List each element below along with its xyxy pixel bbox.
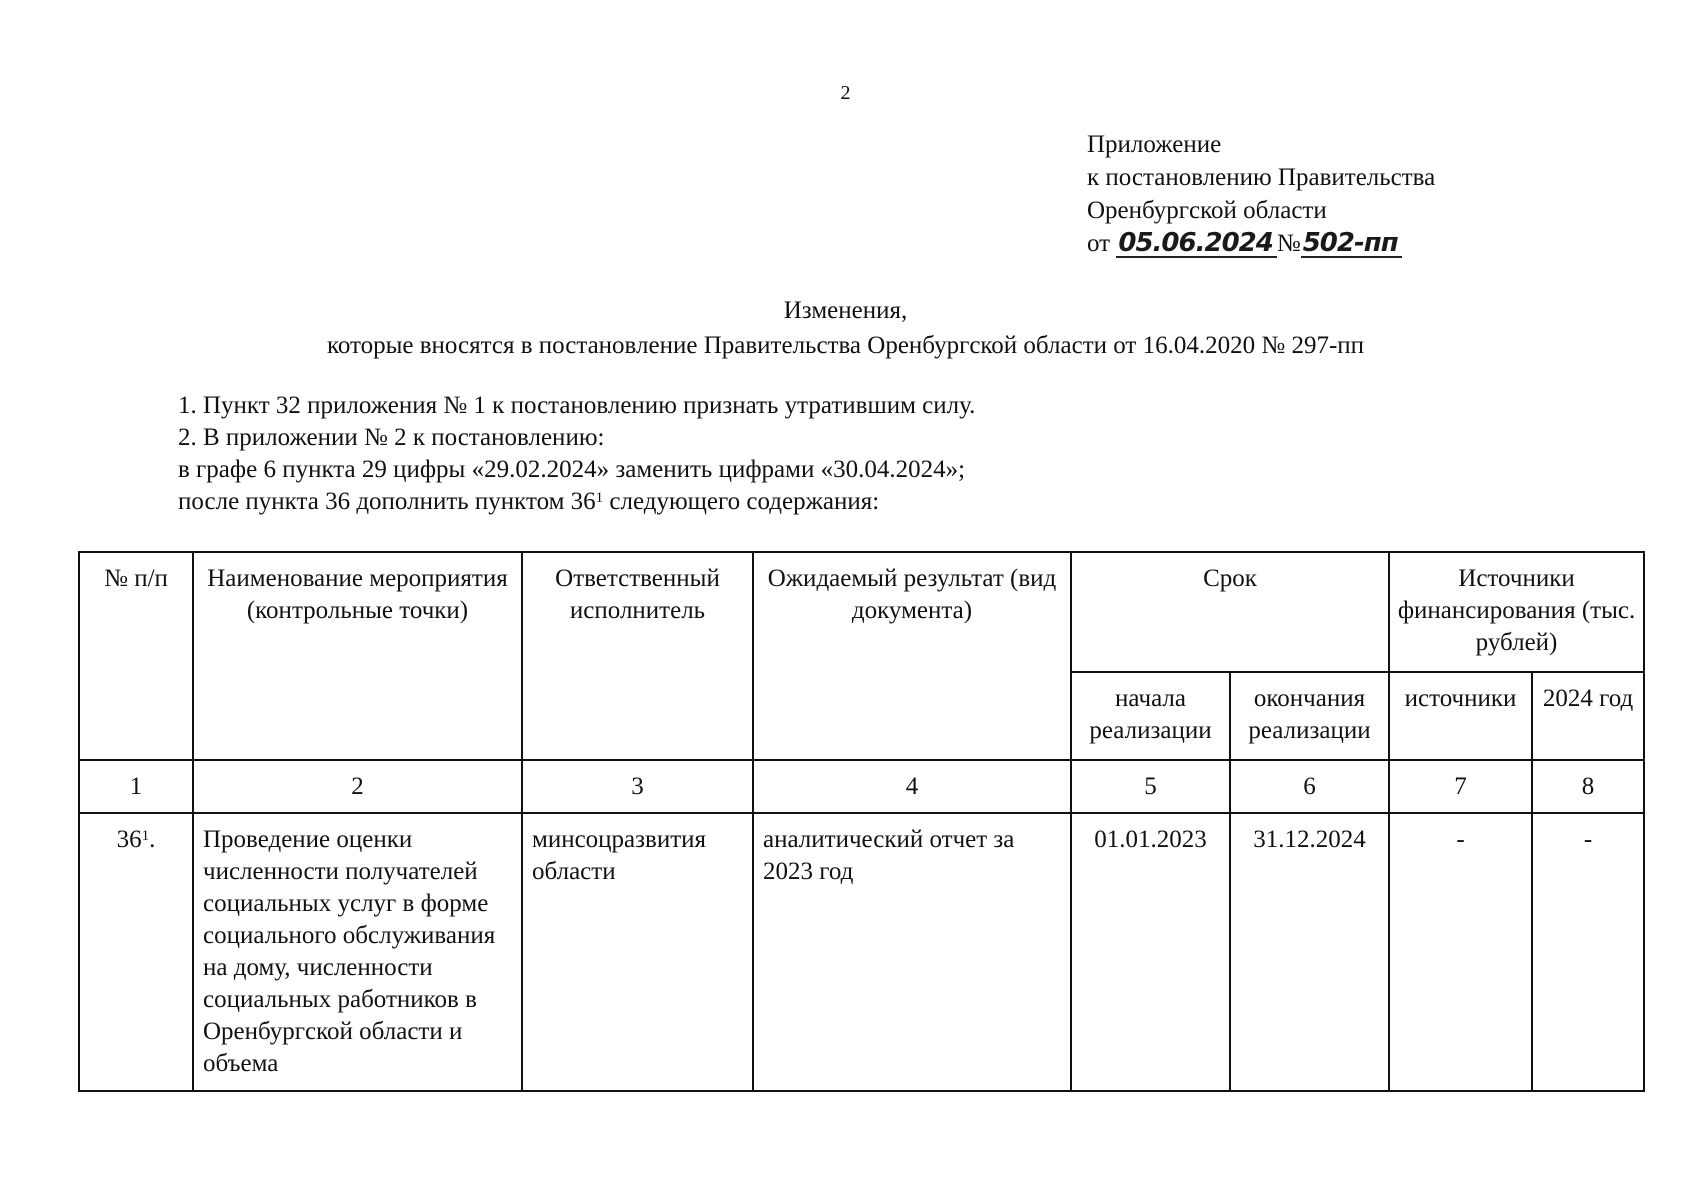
- row-funding-year-amount: -: [1532, 813, 1644, 1091]
- annex-date-line: [1087, 227, 1435, 260]
- paragraph-4-superscript: 1: [595, 490, 604, 506]
- paragraph-4-after: следующего содержания:: [603, 488, 880, 515]
- column-number: 2: [193, 760, 522, 813]
- annex-number-sign: №: [1276, 230, 1301, 257]
- annex-line-1: Приложение: [1087, 131, 1222, 158]
- page-number: 2: [840, 82, 851, 104]
- header-funding-year: 2024 год: [1532, 672, 1644, 760]
- table-header-row: [79, 552, 1644, 672]
- document-heading: [0, 293, 1691, 363]
- annex-line-2: к постановлению Правительства: [1087, 164, 1436, 191]
- column-number-row: [79, 760, 1644, 813]
- header-executor: Ответственный исполнитель: [522, 552, 753, 760]
- row-num-suffix: .: [149, 826, 156, 853]
- column-number: 6: [1230, 760, 1389, 813]
- body-text: [178, 390, 975, 518]
- column-number: 5: [1071, 760, 1230, 813]
- header-term-end: окончания реализации: [1230, 672, 1389, 760]
- table-row: [79, 813, 1644, 1091]
- heading-subtitle: которые вносятся в постановление Правительства Оренбургской области от 16.04.2020 № 297-пп: [326, 332, 1365, 359]
- header-name: Наименование мероприятия (контрольные точки): [193, 552, 522, 760]
- column-number: 7: [1389, 760, 1532, 813]
- row-name: Проведение оценки численности получателей социальных услуг в форме социального обслуживания на дому, численности социальных работников в Оренбургской области и объема: [193, 813, 522, 1091]
- paragraph-1: 1. Пункт 32 приложения № 1 к постановлению признать утратившим силу.: [178, 392, 976, 419]
- plan-table: [78, 551, 1645, 1092]
- row-num-superscript: 1: [141, 828, 150, 844]
- annex-block: [1087, 128, 1435, 260]
- row-start-date: 01.01.2023: [1071, 813, 1230, 1091]
- row-end-date: 31.12.2024: [1230, 813, 1389, 1091]
- row-executor: минсоцразвития области: [522, 813, 753, 1091]
- annex-number-handwritten: 502-пп: [1301, 230, 1402, 258]
- header-result: Ожидаемый результат (вид документа): [753, 552, 1071, 760]
- paragraph-3: в графе 6 пункта 29 цифры «29.02.2024» заменить цифрами «30.04.2024»;: [178, 456, 966, 483]
- annex-date-handwritten: 05.06.2024: [1116, 230, 1276, 258]
- row-result: аналитический отчет за 2023 год: [753, 813, 1071, 1091]
- paragraph-2: 2. В приложении № 2 к постановлению:: [178, 424, 605, 451]
- column-number: 8: [1532, 760, 1644, 813]
- row-funding-sources: -: [1389, 813, 1532, 1091]
- header-funding: Источники финансирования (тыс. рублей): [1389, 552, 1644, 672]
- column-number: 1: [79, 760, 193, 813]
- column-number: 3: [522, 760, 753, 813]
- heading-title: Изменения,: [783, 297, 908, 324]
- header-term-start: начала реализации: [1071, 672, 1230, 760]
- paragraph-4: [178, 486, 975, 518]
- row-num-cell: [79, 813, 193, 1091]
- paragraph-4-before: после пункта 36 дополнить пунктом 36: [178, 488, 596, 515]
- header-num: № п/п: [79, 552, 193, 760]
- row-num: 36: [116, 826, 142, 853]
- annex-line-3: Оренбургской области: [1087, 197, 1327, 224]
- column-number: 4: [753, 760, 1071, 813]
- annex-date-prefix: от: [1087, 230, 1111, 257]
- header-term: Срок: [1071, 552, 1389, 672]
- header-funding-sources: источники: [1389, 672, 1532, 760]
